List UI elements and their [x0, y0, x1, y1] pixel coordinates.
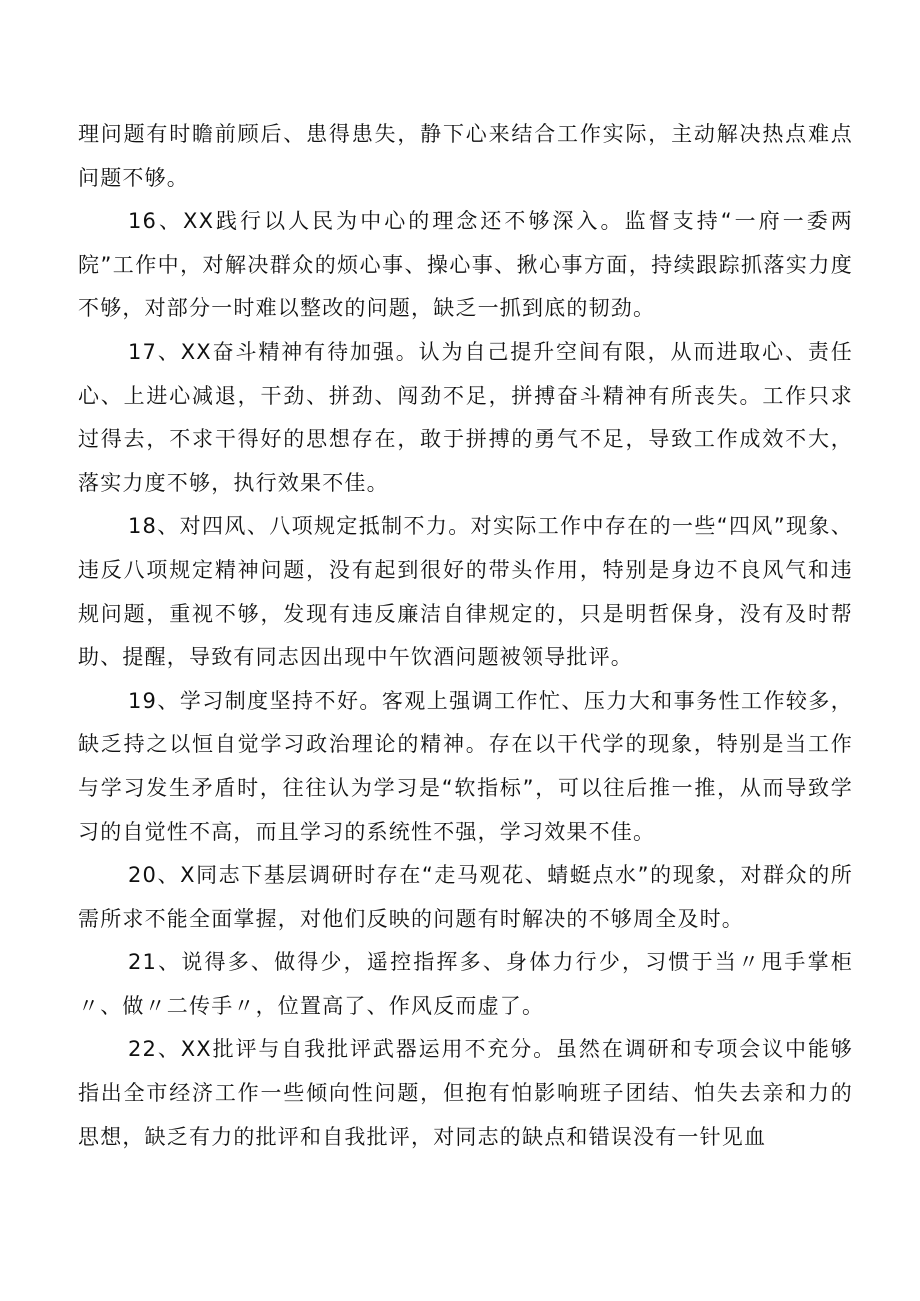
paragraph-item-18: 18、对四风、八项规定抵制不力。对实际工作中存在的一些“四风”现象、违反八项规定精神问题，没有起到很好的带头作用，特别是身边不良风气和违规问题，重视不够，发现有违反廉洁自律规定的，只是明哲保身，没有及时帮助、提醒，导致有同志因出现中午饮酒问题被领导批评。: [78, 514, 853, 670]
paragraph-item-19: 19、学习制度坚持不好。客观上强调工作忙、压力大和事务性工作较多，缺乏持之以恒自觉学习政治理论的精神。存在以干代学的现象，特别是当工作与学习发生矛盾时，往往认为学习是“软指标”，可以往后推一推，从而导致学习的自觉性不高，而且学习的系统性不强，学习效果不佳。: [78, 688, 853, 844]
document-body: [78, 113, 853, 1159]
paragraph-item-22: 22、XX批评与自我批评武器运用不充分。虽然在调研和专项会议中能够指出全市经济工作一些倾向性问题，但抱有怕影响班子团结、怕失去亲和力的思想，缺乏有力的批评和自我批评，对同志的缺点和错误没有一针见血: [78, 1037, 853, 1149]
paragraph-item-21: 21、说得多、做得少，遥控指挥多、身体力行少，习惯于当〃甩手掌柜〃、做〃二传手〃，位置高了、作风反而虚了。: [78, 950, 853, 1018]
paragraph-item-20: 20、X同志下基层调研时存在“走马观花、蜻蜓点水”的现象，对群众的所需所求不能全面掌握，对他们反映的问题有时解决的不够周全及时。: [78, 863, 853, 931]
paragraph-item-16: 16、XX践行以人民为中心的理念还不够深入。监督支持“一府一委两院”工作中，对解决群众的烦心事、操心事、揪心事方面，持续跟踪抓落实力度不够，对部分一时难以整改的问题，缺乏一抓到底的韧劲。: [78, 209, 853, 321]
paragraph-continued: 理问题有时瞻前顾后、患得患失，静下心来结合工作实际，主动解决热点难点问题不够。: [78, 122, 853, 190]
paragraph-item-17: 17、XX奋斗精神有待加强。认为自己提升空间有限，从而进取心、责任心、上进心减退，干劲、拼劲、闯劲不足，拼搏奋斗精神有所丧失。工作只求过得去，不求干得好的思想存在，敢于拼搏的勇气不足，导致工作成效不大，落实力度不够，执行效果不佳。: [78, 339, 853, 495]
